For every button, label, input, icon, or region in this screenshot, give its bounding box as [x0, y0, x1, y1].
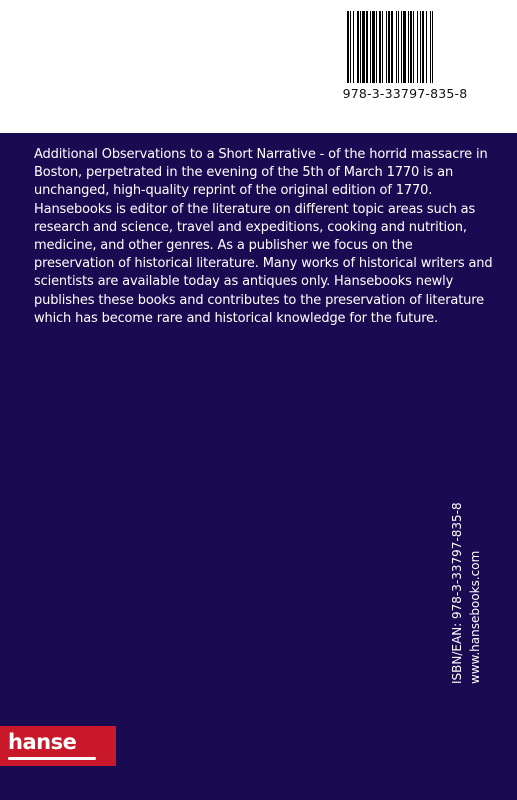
barcode-bar: [408, 11, 409, 83]
top-white-area: [0, 0, 517, 133]
barcode-bar: [403, 11, 406, 83]
logo-underline: [8, 757, 96, 760]
barcode-bar: [432, 11, 433, 83]
barcode-bar: [350, 11, 351, 83]
barcode-bar: [366, 11, 368, 83]
barcode-bar: [360, 11, 361, 83]
barcode-bar: [362, 11, 365, 83]
barcode-bar: [401, 11, 402, 83]
barcode-bar: [398, 11, 399, 83]
barcode-bar: [379, 11, 381, 83]
barcode-bar: [370, 11, 371, 83]
website-link[interactable]: www.hansebooks.com: [468, 550, 482, 684]
barcode-bar: [347, 11, 349, 83]
barcode-bar: [353, 11, 354, 83]
barcode-bar: [372, 11, 375, 83]
barcode-bar: [413, 11, 414, 83]
barcode: [341, 7, 469, 119]
logo-text: hanse: [8, 730, 77, 754]
barcode-bar: [430, 11, 431, 83]
barcode-bar: [388, 11, 390, 83]
barcode-bar: [417, 11, 418, 83]
book-description: Additional Observations to a Short Narrative - of the horrid massacre in Boston, perpetrated in the evening of the 5th of March 1770 is an unchanged, high-quality reprint of the original edition of 1770. Hansebooks is editor of the literature on different topic areas such as research and science, travel and expeditions, cooking and nutrition, medicine, and other genres. As a publisher we focus on the preservation of historical literature. Many works of historical writers and scientists are available today as antiques only. Hansebooks newly publishes these books and contributes to the preservation of literature which has become rare and historical knowledge for the future.: [34, 147, 493, 326]
barcode-bar: [376, 11, 377, 83]
spine-info: [448, 484, 484, 684]
barcode-bar: [386, 11, 387, 83]
barcode-bar: [391, 11, 393, 83]
barcode-number: 978-3-33797-835-8: [342, 86, 468, 101]
barcode-bar: [357, 11, 359, 83]
barcode-bar: [420, 11, 421, 83]
barcode-bars: [347, 11, 463, 85]
barcode-bar: [396, 11, 397, 83]
barcode-bar: [382, 11, 383, 83]
isbn-ean-text: ISBN/EAN: 978-3-33797-835-8: [450, 502, 464, 684]
barcode-bar: [426, 11, 427, 83]
barcode-bar: [422, 11, 424, 83]
hanse-logo: [0, 726, 116, 766]
barcode-bar: [410, 11, 412, 83]
